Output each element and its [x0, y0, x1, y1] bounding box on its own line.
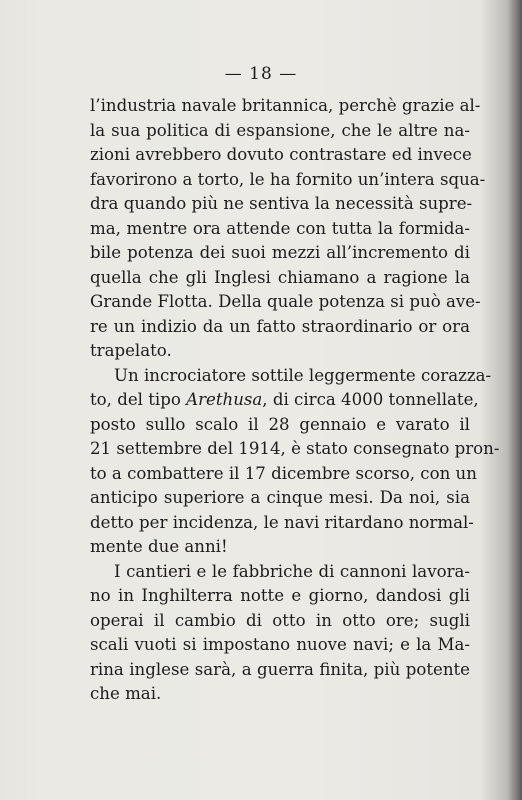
- text-segment: to, del tipo: [90, 390, 187, 409]
- paragraph: [90, 364, 500, 560]
- text-line: mente due anni!: [90, 537, 228, 556]
- text-line: Grande Flotta. Della quale potenza si può ave-: [90, 292, 481, 311]
- text-line: no in Inghilterra notte e giorno, dandosi gli: [90, 586, 470, 605]
- text-line: la sua politica di espansione, che le altre na-: [90, 120, 470, 140]
- text-line: scali vuoti si impostano nuove navi; e la Ma-: [90, 635, 470, 654]
- text-line: I cantieri e le fabbriche di cannoni lavora-: [114, 561, 470, 581]
- text-line: posto sullo scalo il 28 gennaio e varato il: [90, 414, 470, 434]
- text-line: che mai.: [90, 684, 162, 703]
- paragraph: [90, 94, 486, 364]
- text-line: anticipo superiore a cinque mesi. Da noi, sia: [90, 488, 470, 507]
- text-line: quella che gli Inglesi chiamano a ragione la: [90, 267, 470, 287]
- text-line: rina inglese sarà, a guerra finita, più potente: [90, 659, 470, 679]
- text-line: favorirono a torto, le ha fornito un’intera squa-: [90, 169, 486, 189]
- ship-class-name: Arethusa: [186, 390, 263, 409]
- text-line: 21 settembre del 1914, è stato consegnato pron-: [90, 439, 500, 458]
- text-line: l’industria navale britannica, perchè grazie al-: [90, 96, 481, 115]
- text-line: Un incrociatore sottile leggermente corazza-: [114, 365, 492, 385]
- text-line: operai il cambio di otto in otto ore; sugli: [90, 610, 470, 630]
- text-line: detto per incidenza, le navi ritardano normal-: [90, 512, 474, 532]
- paragraph: [90, 560, 470, 707]
- page-number: — 18 —: [224, 64, 298, 84]
- page-edge-shadow: [508, 0, 522, 800]
- text-line: trapelato.: [90, 341, 172, 360]
- text-line: dra quando più ne sentiva la necessità supre-: [90, 194, 473, 213]
- text-line: zioni avrebbero dovuto contrastare ed invece: [90, 145, 472, 164]
- text-line: to a combattere il 17 dicembre scorso, con un: [90, 463, 477, 483]
- text-line: bile potenza dei suoi mezzi all’incremento di: [90, 243, 470, 262]
- text-line: ma, mentre ora attende con tutta la formida-: [90, 218, 470, 238]
- text-segment: , di circa 4000 tonnellate,: [262, 390, 479, 409]
- text-line: re un indizio da un fatto straordinario or ora: [90, 316, 470, 336]
- text-line: [90, 388, 479, 413]
- body-text: [90, 94, 500, 707]
